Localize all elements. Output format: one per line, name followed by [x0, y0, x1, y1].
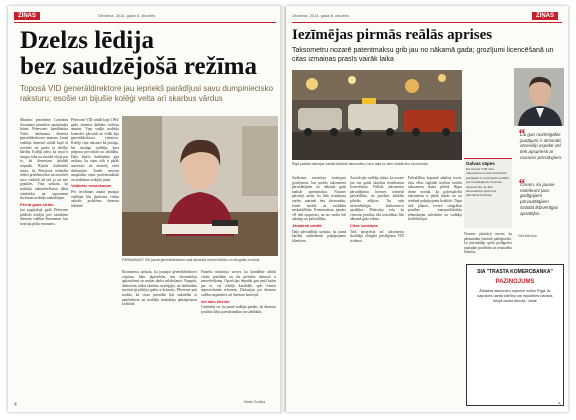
pull-quote-2 [518, 177, 564, 216]
taxi-photo [292, 70, 462, 160]
headline: Iezīmējas pirmās reālās aprises [292, 27, 493, 43]
column-3 [122, 270, 197, 406]
headline-line-1: Dzelzs lēdija [20, 27, 154, 54]
column-2-text-2: Tiek apspriesta arī taksometru skaitītāju obligāta pieslēgšana VID sistēmai. [350, 229, 404, 243]
info-box-text: Kā liecina VID dati, taksometru nozarē deklarētie ienākumi ir ievērojami zemāki par faktiskajiem. Nozares eksperti lēš, ka ēnu ekonomikas īpatsvars pārsniedz trešdaļu. [466, 167, 509, 198]
column-3-text: Ekonomists uzskata, ka jaunajai ģenerāldirektorei vispirms būtu jāpievēršas ēnu ekonomikas apkarošanai un muitas darba uzlabošanai. Viņaprāt, dienestam trūkst skaidras stratēģijas, un darbinieku motivācija pēdējos gados ir kritusies. Pētersone pati norāda, ka viņas prioritāte būs sadarbība ar uzņēmējiem un nodokļu maksātāju apkalpošanas kvalitāte. [122, 270, 197, 307]
byline: Gita Bērziņa [518, 234, 537, 238]
ad-text: Ārkārtas akcionāru sapulce notiks Rīgā. Ar sapulces darba kārtību var iepazīties bankas birojā darba dienās. Valde [477, 289, 553, 303]
portrait-photo-drawing [122, 116, 278, 256]
portrait-photo [122, 116, 278, 256]
headline [20, 28, 276, 79]
ad-bank-name: SIA "TRASTA KOMERCBANKA" [477, 269, 553, 275]
column-2 [350, 176, 404, 404]
page-number: 5 [558, 402, 561, 408]
page-runner: Otrdiena, 2014. gada 8. oktobris [292, 13, 350, 18]
column-1-text: Ministru prezidente Laimdota Straujuma pirmdien apstiprināja Ināras Pētersones kandidatūru Valsts ieņēmumu dienesta ģenerāldirektores amatam. Jaunā vadītāja dienestā strādā kopš tā izveides un pazīst tā iekšējo kārtību. Kolēģi atzīst, ka viņai ir stingra roka un skaidra vīzija par to, kā dienestam jāstrādā turpmāk. Bijušie darbinieki stāsta, ka Pētersone nebaidās iebilst priekšniecībai un aizstāvēt savu viedokli arī tad, ja tas nav populārs. Viņa uzskata, ka nodokļu administrēšanai jābūt vienkāršai un saprotamai ikvienam nodokļu maksātājam. [20, 118, 68, 201]
side-column-text: Nozares pārstāvji uzsver, ka pārmaiņām jānotiek pakāpeniski, lai pārvadātāji spētu pielāgoties jaunajām prasībām un nezaudētu klientus. [464, 232, 512, 255]
taxi-photo-drawing [292, 70, 462, 160]
column-1-text: Satiksmes ministrija iesniegusi grozījumus, kas paredz taksometru pārvadātājiem no nākamā gada maksāt patentmaksu. Nozares pārstāvji atzīst, ka šāds risinājums varētu mazināt ēnu ekonomiku, tomēr norāda uz vairākām neskaidrībām. Patentmaksas apmērs vēl tiek apspriests, un tas varētu būt atkarīgs no pašvaldības. [292, 176, 346, 222]
pull-quote-1-text: Lai gan nozīmīgākie jautājumi ir atrisināti, atsevišķi aspekti vēl tiek apspriesti ar nozares pārstāvjiem. [520, 132, 563, 160]
section-tag: ZIŅAS [532, 12, 558, 20]
quote-mark-icon: “ [518, 127, 525, 142]
byline: Marta Ozoliņa [244, 400, 266, 404]
spokesperson-photo [514, 68, 564, 126]
column-2-text-2: Pēc iecelšanas amatā jaunajai vadītājai būs jāatrisina virkne uzkrāto problēmu dienesta iekšienē. [71, 189, 119, 208]
column-2-text: Asociācijas vadītājs stāsta, ka nozare jau sen gaida skaidrus noteikumus licencēšanai. Pašlaik taksometru pārvadājumu licences izsniedz pašvaldības, un prasības dažādās pilsētās atšķiras. Tas rada nevienlīdzīgus konkurences apstākļus. Ministrija sola, ka vienotas prasības tiks izstrādātas līdz nākamā gada vidum. [350, 176, 404, 222]
column-1 [20, 118, 68, 406]
header-rule [292, 22, 562, 23]
deck: Toposā VID ģenerāldirektore jau iepriekš parādījusi savu dumpiniecisko raksturu; esošie un bijušie kolēģi velta arī skarbus vārdus [20, 84, 274, 103]
column-3-text: Pašvaldības kopumā atbalsta ieceri, taču vēlas saglabāt tiesības noteikt taksometru skaitu pilsētā. Rīgas dome norāda, ka galvaspilsētā taksometru ir pārāk daudz un tas ietekmē pakalpojuma kvalitāti. Tāpat tiek plānots ieviest stingrākas prasības transportlīdzekļu tehniskajam stāvoklim un vadītāju kvalifikācijai. [408, 176, 462, 222]
side-column [464, 232, 512, 262]
page-number: 4 [14, 402, 17, 408]
column-4-subhead: Arī labs klients [201, 298, 230, 304]
headline-line-2: bez saudzējošā režīma [20, 52, 257, 80]
deck: Taksometru nozarē patentmaksu grib jau no nākamā gada; grozījumi licencēšanā un citas izmaiņas prasīs vairāk laika [292, 47, 554, 63]
photo-caption: Rīgā pašlaik darbojas vairāki tūkstoši taksometru, taču daļa no tiem strādā ēnu ekonomikā. [292, 162, 429, 166]
header-rule [14, 22, 276, 23]
column-1-subhead: Jāmaksā vairāk [292, 222, 322, 228]
column-2-subhead: Valdošie nesaskaņas [71, 183, 112, 189]
column-2 [71, 118, 119, 406]
page-runner: Otrdiena, 2014. gada 8. oktobris [98, 13, 156, 18]
column-1-subhead: Pērnā gada strīds [20, 201, 54, 207]
column-2-subhead: Citas izmaiņas [350, 222, 378, 228]
photo-caption: PĀRMAIŅAS? VID jaunā ģenerāldirektore sola dienestā ieviest kārtību un stingrāku kontroli. [122, 258, 261, 262]
column-3 [408, 176, 462, 404]
info-box [464, 158, 512, 228]
spokesperson-photo-drawing [514, 68, 564, 126]
column-4 [201, 270, 276, 398]
column-1 [292, 176, 346, 404]
ad-title: PAZIŅOJUMS [495, 279, 535, 285]
column-2-text: Pētersone VID strādā kopš 1994. gada, ieņemot dažādus vadošus amatus. Viņa vadīja nodokļu kontroles pārvaldi un vēlāk bija ģenerāldirektora vietniece. Kolēģi viņu raksturo kā prasīgu, bet taisnīgu vadītāju, kura pieprasa precizitāti un atbildību. Daļa bijušo darbinieku gan uzskata, ka viņas stils ir pārāk autoritārs un neatstāj vietu diskusijām. Tomēr neviens neapšauba viņas profesionalitāti un zināšanas nodokļu jomā. [71, 118, 119, 182]
column-4-text-2: Uzņēmēji cer, ka jaunā vadītāja panāks, lai dienesta prasības kļūst paredzamākas un stabilākas. [201, 305, 276, 314]
info-box-title: Galvas sāpes [466, 161, 495, 166]
quote-mark-icon: “ [518, 177, 525, 192]
pull-quote-1 [518, 127, 564, 161]
left-page [8, 6, 282, 412]
pull-quote-2-text: Ceram, ka jaunie noteikumi ļaus godīgajiem pārvadātājiem strādāt līdzvērtīgos apstākļos. [520, 182, 559, 216]
bank-advertisement [466, 264, 564, 406]
section-tag: ZIŅAS [14, 12, 40, 20]
column-4-text: Finanšu ministrija uzsver, ka kandidāte atbilst visām prasībām un tās pieredze dienestā ir nenovērtējama. Opozīcijas deputāti gan pauž bažas par to, vai iekšējs kandidāts spēs īstenot nepieciešamās reformas. Diskusijas par dienesta vadību turpināsies arī Saeimas komisijā. [201, 270, 276, 297]
column-1-text-2: Daļa pārvadātāju uzskata, ka jaunā kārtība sadārdzinās pakalpojumu klientiem. [292, 229, 346, 243]
column-1-text-2: Jau pagājušajā gadā Pētersone publiski iestājās pret vairākiem dienesta vadības lēmumiem, kas izraisīja plašu rezonansi. [20, 208, 68, 227]
right-page [286, 6, 568, 412]
